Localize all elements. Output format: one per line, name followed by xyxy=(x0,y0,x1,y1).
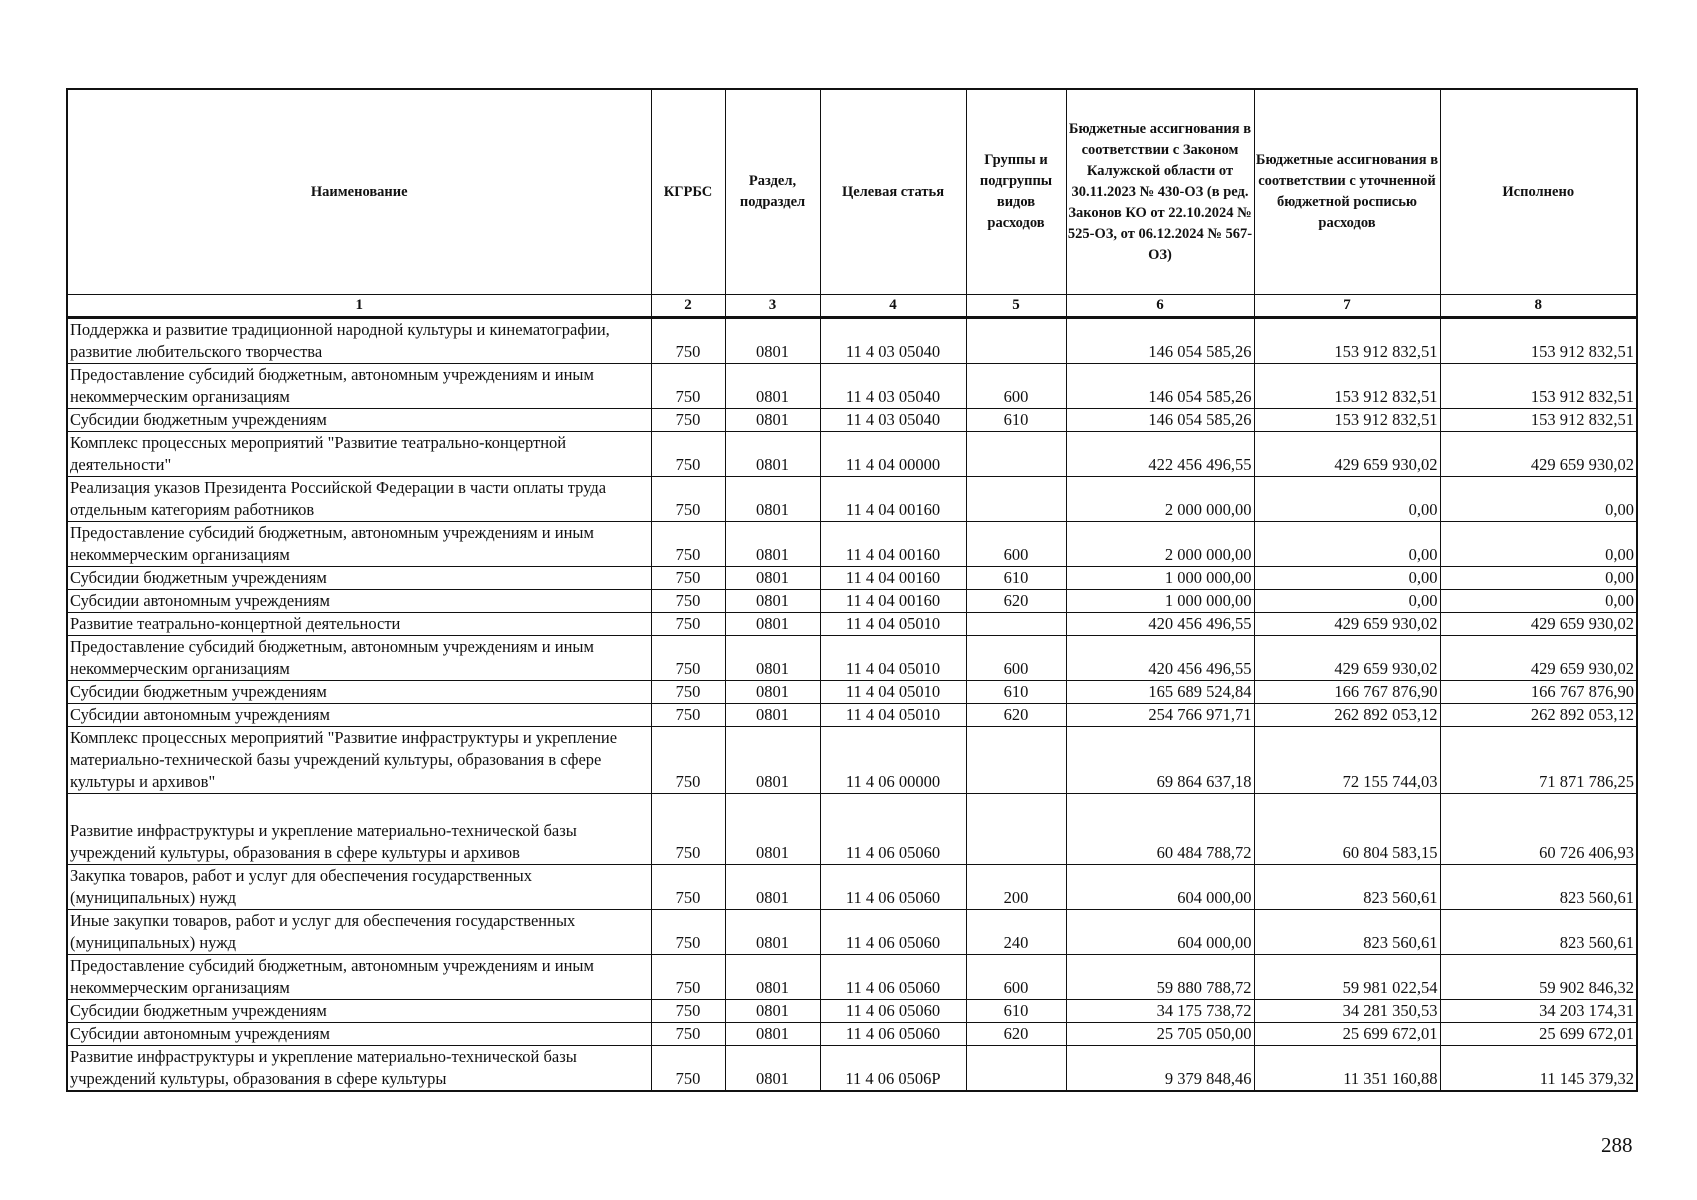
row-name: Субсидии бюджетным учреждениям xyxy=(67,1000,651,1023)
row-kgrbs: 750 xyxy=(651,636,725,681)
row-refined-budget: 0,00 xyxy=(1254,522,1440,567)
row-group: 610 xyxy=(966,1000,1066,1023)
row-executed: 59 902 846,32 xyxy=(1440,955,1637,1000)
row-target: 11 4 04 05010 xyxy=(820,681,966,704)
row-executed: 25 699 672,01 xyxy=(1440,1023,1637,1046)
row-refined-budget: 0,00 xyxy=(1254,590,1440,613)
row-name: Субсидии бюджетным учреждениям xyxy=(67,567,651,590)
row-target: 11 4 06 05060 xyxy=(820,865,966,910)
row-kgrbs: 750 xyxy=(651,910,725,955)
row-section: 0801 xyxy=(725,794,820,865)
table-row xyxy=(67,955,1637,1000)
row-group: 600 xyxy=(966,364,1066,409)
table-row xyxy=(67,704,1637,727)
table-row xyxy=(67,865,1637,910)
row-law-budget: 69 864 637,18 xyxy=(1066,727,1254,794)
table-header xyxy=(67,89,1637,318)
row-group: 600 xyxy=(966,636,1066,681)
row-kgrbs: 750 xyxy=(651,681,725,704)
row-target: 11 4 03 05040 xyxy=(820,318,966,364)
row-refined-budget: 153 912 832,51 xyxy=(1254,409,1440,432)
row-target: 11 4 03 05040 xyxy=(820,409,966,432)
row-executed: 0,00 xyxy=(1440,590,1637,613)
column-number: 7 xyxy=(1254,295,1440,318)
row-section: 0801 xyxy=(725,704,820,727)
row-refined-budget: 59 981 022,54 xyxy=(1254,955,1440,1000)
row-law-budget: 422 456 496,55 xyxy=(1066,432,1254,477)
table-row xyxy=(67,409,1637,432)
row-target: 11 4 06 0506Р xyxy=(820,1046,966,1092)
row-refined-budget: 429 659 930,02 xyxy=(1254,613,1440,636)
row-group xyxy=(966,477,1066,522)
row-executed: 262 892 053,12 xyxy=(1440,704,1637,727)
row-kgrbs: 750 xyxy=(651,1000,725,1023)
row-kgrbs: 750 xyxy=(651,955,725,1000)
row-name: Субсидии автономным учреждениям xyxy=(67,1023,651,1046)
row-law-budget: 34 175 738,72 xyxy=(1066,1000,1254,1023)
row-executed: 60 726 406,93 xyxy=(1440,794,1637,865)
row-law-budget: 165 689 524,84 xyxy=(1066,681,1254,704)
row-refined-budget: 153 912 832,51 xyxy=(1254,318,1440,364)
budget-table xyxy=(66,88,1638,1092)
column-number: 1 xyxy=(67,295,651,318)
header-groups: Группы и подгруппы видов расходов xyxy=(966,89,1066,295)
row-law-budget: 420 456 496,55 xyxy=(1066,613,1254,636)
row-section: 0801 xyxy=(725,910,820,955)
column-number: 8 xyxy=(1440,295,1637,318)
column-number: 5 xyxy=(966,295,1066,318)
row-target: 11 4 06 05060 xyxy=(820,955,966,1000)
row-refined-budget: 429 659 930,02 xyxy=(1254,432,1440,477)
row-refined-budget: 166 767 876,90 xyxy=(1254,681,1440,704)
row-name: Развитие театрально-концертной деятельности xyxy=(67,613,651,636)
row-refined-budget: 429 659 930,02 xyxy=(1254,636,1440,681)
row-target: 11 4 04 00160 xyxy=(820,522,966,567)
row-law-budget: 604 000,00 xyxy=(1066,910,1254,955)
row-name: Развитие инфраструктуры и укрепление материально-технической базы учреждений культуры, образования в сфере культуры и архивов xyxy=(67,794,651,865)
row-target: 11 4 04 05010 xyxy=(820,704,966,727)
table-row xyxy=(67,432,1637,477)
row-section: 0801 xyxy=(725,1000,820,1023)
row-executed: 429 659 930,02 xyxy=(1440,636,1637,681)
row-executed: 166 767 876,90 xyxy=(1440,681,1637,704)
row-name: Субсидии бюджетным учреждениям xyxy=(67,681,651,704)
table-row xyxy=(67,318,1637,364)
row-kgrbs: 750 xyxy=(651,704,725,727)
row-law-budget: 2 000 000,00 xyxy=(1066,477,1254,522)
row-group xyxy=(966,727,1066,794)
row-group: 620 xyxy=(966,590,1066,613)
row-refined-budget: 34 281 350,53 xyxy=(1254,1000,1440,1023)
row-executed: 0,00 xyxy=(1440,522,1637,567)
table-row xyxy=(67,1023,1637,1046)
row-kgrbs: 750 xyxy=(651,865,725,910)
row-refined-budget: 823 560,61 xyxy=(1254,910,1440,955)
row-section: 0801 xyxy=(725,613,820,636)
row-executed: 153 912 832,51 xyxy=(1440,364,1637,409)
row-kgrbs: 750 xyxy=(651,409,725,432)
row-group xyxy=(966,794,1066,865)
row-group: 600 xyxy=(966,955,1066,1000)
table-row xyxy=(67,477,1637,522)
row-kgrbs: 750 xyxy=(651,727,725,794)
row-executed: 153 912 832,51 xyxy=(1440,409,1637,432)
header-name: Наименование xyxy=(67,89,651,295)
table-row xyxy=(67,636,1637,681)
row-section: 0801 xyxy=(725,522,820,567)
row-name: Поддержка и развитие традиционной народной культуры и кинематографии, развитие любительского творчества xyxy=(67,318,651,364)
row-group xyxy=(966,318,1066,364)
row-law-budget: 146 054 585,26 xyxy=(1066,409,1254,432)
table-row xyxy=(67,727,1637,794)
header-kgrbs: КГРБС xyxy=(651,89,725,295)
row-kgrbs: 750 xyxy=(651,364,725,409)
row-group xyxy=(966,432,1066,477)
row-refined-budget: 72 155 744,03 xyxy=(1254,727,1440,794)
row-section: 0801 xyxy=(725,364,820,409)
row-name: Комплекс процессных мероприятий "Развитие инфраструктуры и укрепление материально-технической базы учреждений культуры, образования в сфере культуры и архивов" xyxy=(67,727,651,794)
row-group: 610 xyxy=(966,409,1066,432)
row-refined-budget: 153 912 832,51 xyxy=(1254,364,1440,409)
row-name: Предоставление субсидий бюджетным, автономным учреждениям и иным некоммерческим организациям xyxy=(67,636,651,681)
row-name: Предоставление субсидий бюджетным, автономным учреждениям и иным некоммерческим организациям xyxy=(67,364,651,409)
row-kgrbs: 750 xyxy=(651,318,725,364)
table-row xyxy=(67,590,1637,613)
row-kgrbs: 750 xyxy=(651,522,725,567)
row-law-budget: 146 054 585,26 xyxy=(1066,318,1254,364)
row-name: Предоставление субсидий бюджетным, автономным учреждениям и иным некоммерческим организациям xyxy=(67,522,651,567)
row-law-budget: 1 000 000,00 xyxy=(1066,567,1254,590)
row-refined-budget: 25 699 672,01 xyxy=(1254,1023,1440,1046)
row-section: 0801 xyxy=(725,865,820,910)
row-executed: 11 145 379,32 xyxy=(1440,1046,1637,1092)
row-section: 0801 xyxy=(725,727,820,794)
row-section: 0801 xyxy=(725,432,820,477)
row-name: Закупка товаров, работ и услуг для обеспечения государственных (муниципальных) нужд xyxy=(67,865,651,910)
row-law-budget: 1 000 000,00 xyxy=(1066,590,1254,613)
row-section: 0801 xyxy=(725,567,820,590)
row-group xyxy=(966,1046,1066,1092)
row-section: 0801 xyxy=(725,318,820,364)
row-name: Субсидии автономным учреждениям xyxy=(67,704,651,727)
row-refined-budget: 0,00 xyxy=(1254,567,1440,590)
row-group: 620 xyxy=(966,1023,1066,1046)
column-number: 2 xyxy=(651,295,725,318)
column-number: 6 xyxy=(1066,295,1254,318)
row-kgrbs: 750 xyxy=(651,477,725,522)
row-executed: 823 560,61 xyxy=(1440,910,1637,955)
row-target: 11 4 06 05060 xyxy=(820,1000,966,1023)
table-row xyxy=(67,681,1637,704)
row-group: 200 xyxy=(966,865,1066,910)
row-target: 11 4 04 00160 xyxy=(820,590,966,613)
row-kgrbs: 750 xyxy=(651,613,725,636)
row-target: 11 4 04 05010 xyxy=(820,636,966,681)
row-law-budget: 604 000,00 xyxy=(1066,865,1254,910)
table-row xyxy=(67,1000,1637,1023)
table-row xyxy=(67,794,1637,865)
row-law-budget: 254 766 971,71 xyxy=(1066,704,1254,727)
row-section: 0801 xyxy=(725,590,820,613)
row-target: 11 4 06 05060 xyxy=(820,1023,966,1046)
header-target: Целевая статья xyxy=(820,89,966,295)
row-section: 0801 xyxy=(725,1046,820,1092)
row-refined-budget: 60 804 583,15 xyxy=(1254,794,1440,865)
column-number: 3 xyxy=(725,295,820,318)
header-section: Раздел, подраздел xyxy=(725,89,820,295)
table-row xyxy=(67,1046,1637,1092)
row-executed: 71 871 786,25 xyxy=(1440,727,1637,794)
column-number: 4 xyxy=(820,295,966,318)
row-name: Иные закупки товаров, работ и услуг для обеспечения государственных (муниципальных) нужд xyxy=(67,910,651,955)
row-law-budget: 25 705 050,00 xyxy=(1066,1023,1254,1046)
row-name: Предоставление субсидий бюджетным, автономным учреждениям и иным некоммерческим организациям xyxy=(67,955,651,1000)
row-target: 11 4 06 05060 xyxy=(820,794,966,865)
row-executed: 823 560,61 xyxy=(1440,865,1637,910)
row-name: Субсидии автономным учреждениям xyxy=(67,590,651,613)
row-law-budget: 146 054 585,26 xyxy=(1066,364,1254,409)
row-executed: 153 912 832,51 xyxy=(1440,318,1637,364)
row-section: 0801 xyxy=(725,636,820,681)
row-group: 610 xyxy=(966,681,1066,704)
row-kgrbs: 750 xyxy=(651,590,725,613)
row-refined-budget: 0,00 xyxy=(1254,477,1440,522)
table-row xyxy=(67,567,1637,590)
row-name: Комплекс процессных мероприятий "Развитие театрально-концертной деятельности" xyxy=(67,432,651,477)
row-name: Реализация указов Президента Российской Федерации в части оплаты труда отдельным категориям работников xyxy=(67,477,651,522)
row-section: 0801 xyxy=(725,409,820,432)
table-row xyxy=(67,364,1637,409)
row-executed: 429 659 930,02 xyxy=(1440,613,1637,636)
row-name: Развитие инфраструктуры и укрепление материально-технической базы учреждений культуры, образования в сфере культуры xyxy=(67,1046,651,1092)
row-law-budget: 9 379 848,46 xyxy=(1066,1046,1254,1092)
row-kgrbs: 750 xyxy=(651,567,725,590)
header-law-budget: Бюджетные ассигнования в соответствии с Законом Калужской области от 30.11.2023 № 430-ОЗ (в ред. Законов КО от 22.10.2024 № 525-ОЗ, от 06.12.2024 № 567-ОЗ) xyxy=(1066,89,1254,295)
row-executed: 34 203 174,31 xyxy=(1440,1000,1637,1023)
row-section: 0801 xyxy=(725,955,820,1000)
row-target: 11 4 04 00160 xyxy=(820,477,966,522)
row-target: 11 4 04 00160 xyxy=(820,567,966,590)
row-refined-budget: 11 351 160,88 xyxy=(1254,1046,1440,1092)
header-executed: Исполнено xyxy=(1440,89,1637,295)
row-law-budget: 60 484 788,72 xyxy=(1066,794,1254,865)
table-row xyxy=(67,522,1637,567)
row-kgrbs: 750 xyxy=(651,794,725,865)
row-name: Субсидии бюджетным учреждениям xyxy=(67,409,651,432)
table-row xyxy=(67,613,1637,636)
table-row xyxy=(67,910,1637,955)
header-refined-budget: Бюджетные ассигнования в соответствии с уточненной бюджетной росписью расходов xyxy=(1254,89,1440,295)
page-number: 288 xyxy=(1601,1133,1633,1157)
row-kgrbs: 750 xyxy=(651,1023,725,1046)
row-group: 600 xyxy=(966,522,1066,567)
row-section: 0801 xyxy=(725,477,820,522)
row-target: 11 4 06 05060 xyxy=(820,910,966,955)
row-section: 0801 xyxy=(725,1023,820,1046)
row-refined-budget: 262 892 053,12 xyxy=(1254,704,1440,727)
row-law-budget: 420 456 496,55 xyxy=(1066,636,1254,681)
row-target: 11 4 03 05040 xyxy=(820,364,966,409)
row-group: 620 xyxy=(966,704,1066,727)
row-group: 240 xyxy=(966,910,1066,955)
row-target: 11 4 04 05010 xyxy=(820,613,966,636)
row-executed: 0,00 xyxy=(1440,567,1637,590)
row-executed: 0,00 xyxy=(1440,477,1637,522)
row-target: 11 4 06 00000 xyxy=(820,727,966,794)
table-body xyxy=(67,318,1637,1092)
row-kgrbs: 750 xyxy=(651,1046,725,1092)
row-executed: 429 659 930,02 xyxy=(1440,432,1637,477)
row-group xyxy=(966,613,1066,636)
row-law-budget: 2 000 000,00 xyxy=(1066,522,1254,567)
row-law-budget: 59 880 788,72 xyxy=(1066,955,1254,1000)
row-kgrbs: 750 xyxy=(651,432,725,477)
row-group: 610 xyxy=(966,567,1066,590)
row-section: 0801 xyxy=(725,681,820,704)
row-refined-budget: 823 560,61 xyxy=(1254,865,1440,910)
row-target: 11 4 04 00000 xyxy=(820,432,966,477)
